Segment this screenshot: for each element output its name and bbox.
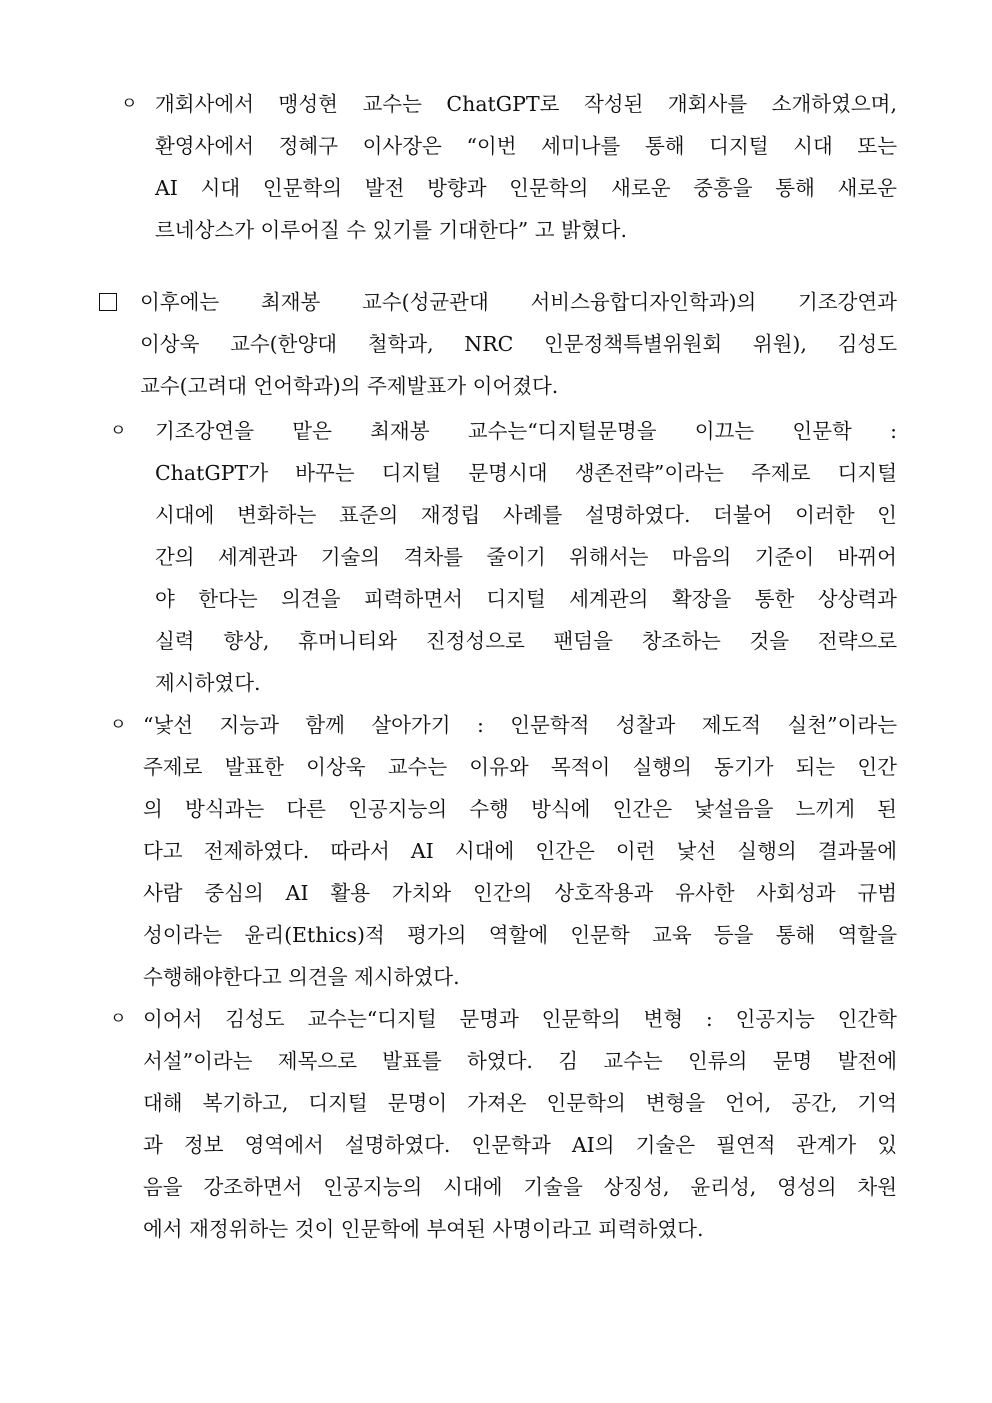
circle-bullet-marker: ㅇ — [110, 715, 127, 735]
paragraph-line: 서설”이라는 제목으로 발표를 하였다. 김 교수는 인류의 문명 발전에 — [143, 1049, 897, 1073]
paragraph-line: 이어서 김성도 교수는“디지털 문명과 인문학의 변형 : 인공지능 인간학 — [143, 1007, 897, 1031]
paragraph-line: 다고 전제하였다. 따라서 AI 시대에 인간은 이런 낯선 실행의 결과물에 — [143, 839, 897, 863]
paragraph-line: 에서 재정위하는 것이 인문학에 부여된 사명이라고 피력하였다. — [143, 1217, 704, 1241]
circle-bullet-marker: ㅇ — [121, 94, 138, 114]
paragraph-line: 개회사에서 맹성현 교수는 ChatGPT로 작성된 개회사를 소개하였으며, — [155, 92, 897, 116]
paragraph-line: “낯선 지능과 함께 살아가기 : 인문학적 성찰과 제도적 실천”이라는 — [143, 713, 897, 737]
paragraph-line: 대해 복기하고, 디지털 문명이 가져온 인문학의 변형을 언어, 공간, 기억 — [143, 1091, 897, 1115]
paragraph-line: AI 시대 인문학의 발전 방향과 인문학의 새로운 중흥을 통해 새로운 — [155, 176, 897, 200]
paragraph-line: 시대에 변화하는 표준의 재정립 사례를 설명하였다. 더불어 이러한 인 — [155, 503, 897, 527]
paragraph-line: 이후에는 최재봉 교수(성균관대 서비스융합디자인학과)의 기조강연과 — [140, 290, 897, 314]
paragraph-line: 주제로 발표한 이상욱 교수는 이유와 목적이 실행의 동기가 되는 인간 — [143, 755, 897, 779]
paragraph-line: 실력 향상, 휴머니티와 진정성으로 팬덤을 창조하는 것을 전략으로 — [155, 629, 897, 653]
paragraph-line: 교수(고려대 언어학과)의 주제발표가 이어졌다. — [140, 374, 559, 398]
paragraph-line: 기조강연을 맡은 최재봉 교수는“디지털문명을 이끄는 인문학 : — [155, 419, 897, 443]
paragraph-line: 성이라는 윤리(Ethics)적 평가의 역할에 인문학 교육 등을 통해 역할을 — [143, 923, 897, 947]
paragraph-line: 야 한다는 의견을 피력하면서 디지털 세계관의 확장을 통한 상상력과 — [155, 587, 897, 611]
paragraph-line: 사람 중심의 AI 활용 가치와 인간의 상호작용과 유사한 사회성과 규범 — [143, 881, 897, 905]
paragraph-line: ChatGPT가 바꾸는 디지털 문명시대 생존전략”이라는 주제로 디지털 — [155, 461, 897, 485]
paragraph-line: 의 방식과는 다른 인공지능의 수행 방식에 인간은 낯설음을 느끼게 된 — [143, 797, 897, 821]
paragraph-line: 과 정보 영역에서 설명하였다. 인문학과 AI의 기술은 필연적 관계가 있 — [143, 1133, 897, 1157]
paragraph-line: 이상욱 교수(한양대 철학과, NRC 인문정책특별위원회 위원), 김성도 — [140, 332, 897, 356]
paragraph-line: 제시하였다. — [155, 671, 261, 695]
circle-bullet-marker: ㅇ — [110, 421, 127, 441]
square-bullet-icon — [99, 293, 117, 311]
paragraph-line: 르네상스가 이루어질 수 있기를 기대한다” 고 밝혔다. — [155, 218, 627, 242]
paragraph-line: 음을 강조하면서 인공지능의 시대에 기술을 상징성, 윤리성, 영성의 차원 — [143, 1175, 897, 1199]
circle-bullet-marker: ㅇ — [110, 1009, 127, 1029]
paragraph-line: 간의 세계관과 기술의 격차를 줄이기 위해서는 마음의 기준이 바뀌어 — [155, 545, 897, 569]
paragraph-line: 수행해야한다고 의견을 제시하였다. — [143, 965, 460, 989]
paragraph-line: 환영사에서 정혜구 이사장은 “이번 세미나를 통해 디지털 시대 또는 — [155, 134, 897, 158]
